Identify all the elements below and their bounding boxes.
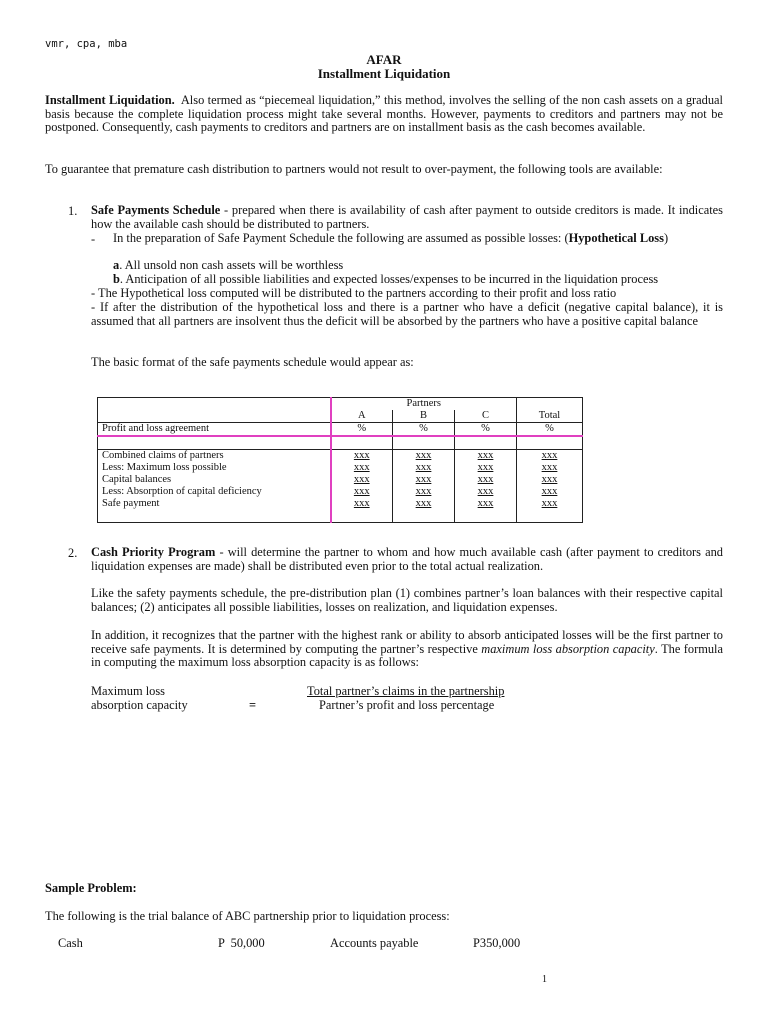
table-cell: xxx [331,498,393,510]
table-cell: xxx [517,462,583,474]
table-row [98,486,583,498]
table-row [98,498,583,510]
table-cell: xxx [393,486,455,498]
table-cell: % [393,423,455,437]
trial-balance-account-2: Accounts payable [330,936,419,950]
intro-paragraph [45,94,723,135]
table-header-row-partners [98,398,583,411]
assumption-a-label: a [113,258,120,272]
safe-payments-schedule-table [97,397,583,523]
table-spacer-row [98,510,583,523]
table-cell: xxx [393,498,455,510]
item2-paragraph-2: Like the safety payments schedule, the pre-distribution plan (1) combines partner’s loan balances with their respective capital balances; (2) anticipates all possible liabilities, losses on realization, and liquidation expenses. [91,586,723,614]
assumption-a [113,259,723,273]
table-cell [393,436,455,450]
assumption-a-text: . All unsold non cash assets will be worthless [119,258,344,272]
table-spacer-row [98,436,583,450]
sample-heading: Sample Problem: [45,881,137,895]
table-cell [331,510,393,523]
table-cell [455,436,517,450]
page-number: 1 [542,974,547,985]
table-cell [98,410,331,423]
item2-term: Cash Priority Program [91,545,216,559]
row-label: Combined claims of partners [98,450,331,463]
item1-note1: - The Hypothetical loss computed will be distributed to the partners according to their profit and loss ratio [91,286,617,300]
formula-equals: = [249,698,257,712]
item2-paragraph-3 [91,629,723,670]
table-cell [98,398,331,411]
para3-italic: maximum loss absorption capacity [481,641,655,656]
table-cell: xxx [455,486,517,498]
row-label: Profit and loss agreement [98,423,331,437]
column-header: A [331,410,393,423]
table-row [98,450,583,463]
assumption-b-label: b [113,272,120,286]
intro-text: Also termed as “piecemeal liquidation,” this method, involves the selling of the non cash assets on a gradual basis because the complete liquidation process might take several months. However, payments to creditors and partners may not be postponed. Consequently, cash payments to creditors and partners are on installment basis as the cash becomes available. [45,93,724,135]
intro-term: Installment Liquidation. [45,93,175,107]
table-cell [98,510,331,523]
table-row [98,474,583,486]
assumption-b [113,273,728,287]
trial-balance-amount-2: P350,000 [473,936,521,950]
table-cell: xxx [455,498,517,510]
table-cell [331,436,393,450]
table-row [98,462,583,474]
table-cell: xxx [455,450,517,463]
table-cell: xxx [331,486,393,498]
row-label: Less: Absorption of capital deficiency [98,486,331,498]
row-label: Less: Maximum loss possible [98,462,331,474]
guarantee-paragraph: To guarantee that premature cash distribution to partners would not result to over-payment, the following tools are available: [45,162,663,176]
table-cell: xxx [517,474,583,486]
item1-term: Safe Payments Schedule [91,203,221,217]
format-intro: The basic format of the safe payments schedule would appear as: [91,355,414,369]
column-header: B [393,410,455,423]
item2-paragraph [91,546,723,573]
formula-numerator: Total partner’s claims in the partnership [307,684,505,698]
para3-text-b: . The formula in computing the maximum loss absorption capacity is as follows: [91,641,723,670]
para3-text-a: In addition, it recognizes that the partner with the highest rank or ability to absorb anticipated losses will be the first partner to receive safe payments. It is determined by computing the partner’s respective [91,628,723,656]
assume-end: ) [663,231,669,245]
subject-heading: AFAR [366,52,402,67]
item1-paragraph [91,204,723,231]
table-cell: % [517,423,583,437]
partners-header: Partners [331,398,517,411]
item1-note2: - If after the distribution of the hypothetical loss and there is a partner who have a deficit (negative capital balance), it is assumed that all partners are insolvent thus the deficit will be absorbed by the partners who have a positive capital balance [91,300,723,328]
assume-bold: Hypothetical Loss [568,231,664,245]
assumption-b-text: . Anticipation of all possible liabilities and expected losses/expenses to be incurred in the liquidation process [119,272,659,286]
table-cell [98,436,331,450]
table-cell: xxx [517,450,583,463]
page-title: Installment Liquidation [317,66,451,81]
table-cell [517,436,583,450]
table-cell: xxx [455,462,517,474]
table-cell: xxx [517,498,583,510]
assume-text: In the preparation of Safe Payment Schedule the following are assumed as possible losses: ( [113,231,569,245]
item1-number: 1. [68,204,78,218]
table-cell: xxx [393,450,455,463]
table-cell: xxx [331,474,393,486]
table-cell: xxx [393,474,455,486]
item2-text: - will determine the partner to whom and how much available cash (after payment to creditors and liquidation expenses are made) shall be distributed even prior to the total actual realization. [91,545,723,573]
table-row [98,423,583,437]
item1-text: - prepared when there is availability of cash after payment to outside creditors is made. It indicates how the available cash should be distributed to partners. [91,203,723,231]
item2-number: 2. [68,546,78,560]
item1-dash: - [91,232,96,246]
table-cell: xxx [455,474,517,486]
item1-assumption [113,232,723,246]
sample-intro: The following is the trial balance of ABC partnership prior to liquidation process: [45,909,450,923]
table-header-row-columns [98,410,583,423]
table-cell: % [331,423,393,437]
table-cell: xxx [331,450,393,463]
table-cell: xxx [517,486,583,498]
table-cell: xxx [393,462,455,474]
row-label: Capital balances [98,474,331,486]
column-header: C [455,410,517,423]
table-cell [517,510,583,523]
row-label: Safe payment [98,498,331,510]
table-cell: % [455,423,517,437]
formula-left-line2: absorption capacity [91,698,188,712]
table-cell [517,398,583,411]
trial-balance-account-1: Cash [58,936,83,950]
table-cell [455,510,517,523]
column-header: Total [517,410,583,423]
table-cell: xxx [331,462,393,474]
table-cell [393,510,455,523]
formula-left-line1: Maximum loss [91,684,166,698]
formula-denominator: Partner’s profit and loss percentage [319,698,495,712]
author-line: vmr, cpa, mba [45,38,128,50]
trial-balance-amount-1: P 50,000 [218,936,265,950]
